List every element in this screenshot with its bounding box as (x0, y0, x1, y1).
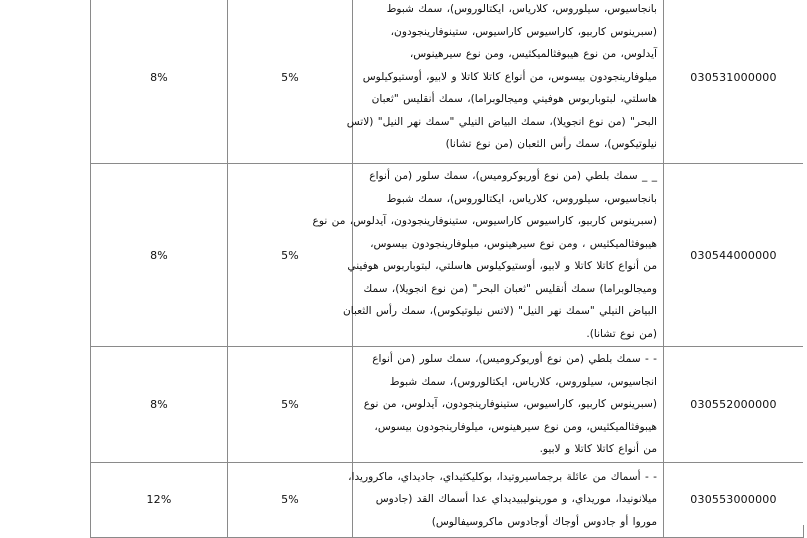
table-row (91, 0, 804, 164)
description-line: (من نوع تشانا). (586, 327, 657, 340)
rate-cell-primary: 5% (228, 164, 353, 347)
description-line: البياض النيلي "سمك نهر النيل" (لاتس نيلوتيكوس)، سمك رأس الثعبان (342, 305, 657, 317)
page-edge (803, 0, 807, 525)
rate-cell-primary: 5% (228, 0, 353, 164)
tariff-code-cell: 030531000000 (664, 0, 804, 164)
description-line: (سبرينوس كاربيو، كاراسيوس، ستينوفارينجودون، آيدلوس، من نوع (363, 398, 657, 410)
tariff-code-cell: 030552000000 (664, 347, 804, 463)
description-line: انجاسيوس، سيلوروس، كلارياس، ايكتالوروس)، سمك شبوط (389, 375, 657, 388)
description-line: بانجاسيوس، سيلوروس، كلارياس، ايكتالوروس)، سمك شبوط (386, 3, 657, 16)
description-line: آيدلوس، من نوع هيبوفثالميكثيس، ومن نوع سيرهينوس، (409, 48, 657, 61)
table-row (91, 164, 804, 347)
tariff-table (90, 0, 804, 538)
tariff-code-cell: 030544000000 (664, 164, 804, 347)
description-line: (سبرينوس كاربيو، كاراسيوس كاراسيوس، ستينوفارينجودون، (390, 25, 657, 38)
description-line: هيبوفثالميكثيس ، ومن نوع سيرهينوس، ميلوفارينجودون بيسوس، (370, 237, 657, 250)
description-cell (346, 0, 664, 164)
rate-cell-secondary: 8% (91, 164, 228, 347)
tariff-code-cell: 030553000000 (664, 462, 804, 537)
description-line: - - سمك بلطي (من نوع أوريوكروميس)، سمك سلور (من أنواع (372, 353, 657, 365)
description-line: میلانونیدا، موریداي، و مورینولیبیدیداي عدا أسماك القد (جادوس (375, 493, 657, 506)
description-cell (312, 164, 664, 347)
description-line: وميجالوبراما) سمك أنقليس "ثعبان البحر" (من نوع انجويلا)، سمك (363, 282, 657, 295)
description-line: ميلوفارينجودون بيسوس، من أنواع كاتلا كاتلا و لابيو، أوستيوكيلوس (362, 70, 657, 83)
description-cell (348, 462, 664, 537)
table-row (91, 347, 804, 463)
description-cell (353, 347, 664, 463)
description-line: بانجاسيوس، سيلوروس، كلارياس، ايكتالوروس)، سمك شبوط (386, 192, 657, 205)
description-line: (سبرينوس كاربيو، كاراسيوس كاراسيوس، ستينوفارينجودون، آيدلوس، من نوع (312, 215, 657, 227)
description-line: من أنواع كاتلا كاتلا و لابيو، أوستيوكيلوس هاسلتي، لبتوباربوس هوفيني (347, 260, 657, 272)
description-line: _ _ سمك بلطي (من نوع أوريوكروميس)، سمك سلور (من أنواع (369, 170, 657, 182)
description-line: من أنواع كاتلا كاتلا و لابيو. (539, 443, 657, 455)
rate-cell-secondary: 8% (91, 0, 228, 164)
description-line: هيبوفثالميكثيس، ومن نوع سيرهينوس، ميلوفارينجودون بيسوس، (374, 420, 657, 433)
rate-cell-primary: 5% (228, 462, 353, 537)
description-line: هاسلتي، لبتوباربوس هوفيني وميجالوبراما)، سمك أنقليس "ثعبان (371, 93, 657, 106)
rate-cell-secondary: 8% (91, 347, 228, 463)
rate-cell-secondary: 12% (91, 462, 228, 537)
description-line: البحر" (من نوع انجويلا)، سمك البياض النيلي "سمك نهر النيل" (لاتس (346, 115, 657, 128)
rate-cell-primary: 5% (228, 347, 353, 463)
description-line: - - أسماك من عائلة برجماسيروتيدا، بوكليكثيداي، جادیداي، ماکروریدا، (348, 470, 657, 483)
description-line: نيلوتيكوس)، سمك رأس الثعبان (من نوع تشانا) (445, 138, 657, 151)
table-row (91, 462, 804, 537)
description-line: موروا أو جادوس أوجاك أوجادوس ماكروسيفالوس) (431, 515, 657, 528)
